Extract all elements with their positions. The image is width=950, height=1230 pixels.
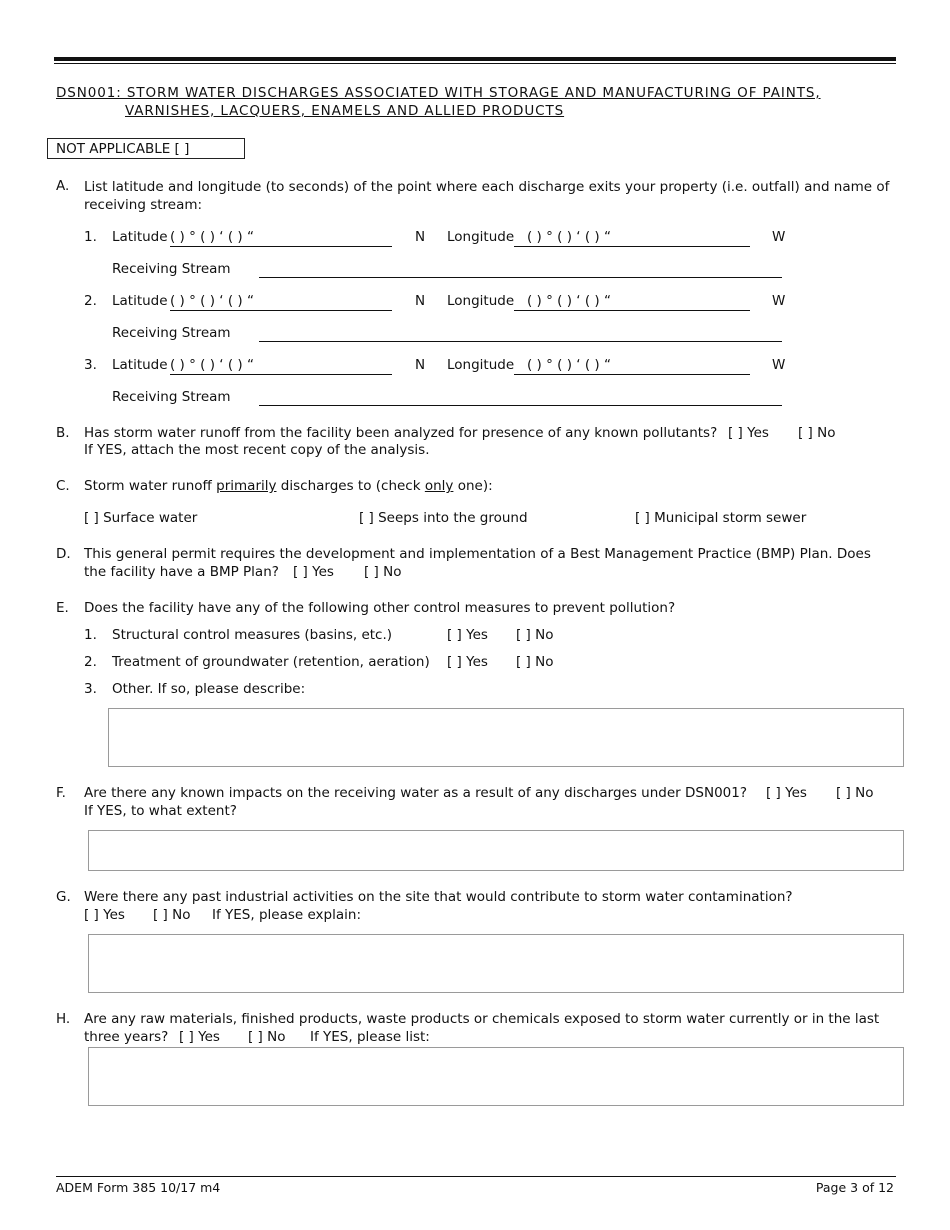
page-number: Page 3 of 12	[815, 1180, 894, 1195]
section-h-textbox[interactable]	[88, 1047, 904, 1106]
section-b-no-checkbox[interactable]: [ ] No	[798, 425, 836, 441]
section-h-note: If YES, please list:	[310, 1029, 430, 1045]
longitude-label: Longitude	[447, 357, 515, 373]
section-g-textbox[interactable]	[88, 934, 904, 993]
title-line-1: DSN001: STORM WATER DISCHARGES ASSOCIATED WITH STORAGE AND MANUFACTURING OF PAINTS,	[56, 85, 821, 101]
section-h-label: H.	[56, 1011, 71, 1027]
control-measure-number: 1.	[84, 627, 97, 643]
section-b-yes-checkbox[interactable]: [ ] Yes	[728, 425, 769, 441]
section-f-yes-checkbox[interactable]: [ ] Yes	[766, 785, 807, 801]
latitude-label: Latitude	[112, 229, 168, 245]
latitude-direction: N	[415, 229, 426, 245]
latitude-label: Latitude	[112, 293, 168, 309]
section-f-question: Are there any known impacts on the receiving water as a result of any discharges under DSN001?	[84, 785, 748, 801]
latitude-underline	[170, 246, 392, 247]
latitude-field[interactable]: ( ) ° ( ) ‘ ( ) “	[170, 293, 254, 309]
longitude-underline	[514, 374, 750, 375]
latitude-direction: N	[415, 293, 426, 309]
section-d-no-checkbox[interactable]: [ ] No	[364, 564, 402, 580]
latitude-label: Latitude	[112, 357, 168, 373]
longitude-label: Longitude	[447, 293, 515, 309]
section-b-note: If YES, attach the most recent copy of the analysis.	[84, 442, 430, 458]
title-line-2: VARNISHES, LACQUERS, ENAMELS AND ALLIED PRODUCTS	[125, 103, 565, 119]
section-b-label: B.	[56, 425, 70, 441]
receiving-stream-input[interactable]	[259, 277, 782, 278]
section-c-label: C.	[56, 478, 70, 494]
longitude-field[interactable]: ( ) ° ( ) ‘ ( ) “	[527, 229, 611, 245]
longitude-underline	[514, 310, 750, 311]
other-measures-label: Other. If so, please describe:	[112, 681, 306, 697]
receiving-stream-input[interactable]	[259, 341, 782, 342]
structural-control-label: Structural control measures (basins, etc.)	[112, 627, 393, 643]
section-d-question-2: the facility have a BMP Plan?	[84, 564, 279, 580]
section-f-no-checkbox[interactable]: [ ] No	[836, 785, 874, 801]
longitude-field[interactable]: ( ) ° ( ) ‘ ( ) “	[527, 293, 611, 309]
structural-control-no-checkbox[interactable]: [ ] No	[516, 627, 554, 643]
seeps-into-ground-checkbox[interactable]: [ ] Seeps into the ground	[359, 510, 528, 526]
not-applicable-checkbox[interactable]	[47, 138, 245, 159]
section-g-yes-checkbox[interactable]: [ ] Yes	[84, 907, 125, 923]
section-f-textbox[interactable]	[88, 830, 904, 871]
section-e-label: E.	[56, 600, 69, 616]
outfall-number: 3.	[84, 357, 97, 373]
form-id: ADEM Form 385 10/17 m4	[56, 1180, 221, 1195]
outfall-number: 2.	[84, 293, 97, 309]
latitude-direction: N	[415, 357, 426, 373]
section-c-question: Storm water runoff primarily discharges to (check only one):	[84, 478, 493, 494]
groundwater-treatment-label: Treatment of groundwater (retention, aeration)	[112, 654, 430, 670]
not-applicable-label: NOT APPLICABLE [ ]	[56, 141, 190, 157]
section-a-text: List latitude and longitude (to seconds) of the point where each discharge exits your property (i.e. outfall) and name of receiving stream:	[84, 179, 890, 213]
structural-control-yes-checkbox[interactable]: [ ] Yes	[447, 627, 488, 643]
section-d-label: D.	[56, 546, 71, 562]
footer-rule	[56, 1176, 896, 1177]
header-thin-rule	[54, 63, 896, 64]
latitude-underline	[170, 310, 392, 311]
municipal-storm-sewer-checkbox[interactable]: [ ] Municipal storm sewer	[635, 510, 807, 526]
section-h-no-checkbox[interactable]: [ ] No	[248, 1029, 286, 1045]
receiving-stream-input[interactable]	[259, 405, 782, 406]
other-measures-textbox[interactable]	[108, 708, 904, 767]
longitude-underline	[514, 246, 750, 247]
control-measure-number: 2.	[84, 654, 97, 670]
latitude-field[interactable]: ( ) ° ( ) ‘ ( ) “	[170, 357, 254, 373]
section-a-label: A.	[56, 178, 70, 194]
section-h-question-2: three years?	[84, 1029, 169, 1045]
outfall-number: 1.	[84, 229, 97, 245]
latitude-field[interactable]: ( ) ° ( ) ‘ ( ) “	[170, 229, 254, 245]
groundwater-treatment-yes-checkbox[interactable]: [ ] Yes	[447, 654, 488, 670]
latitude-underline	[170, 374, 392, 375]
section-g-note: If YES, please explain:	[212, 907, 361, 923]
receiving-stream-label: Receiving Stream	[112, 325, 231, 341]
longitude-direction: W	[772, 357, 786, 373]
section-f-label: F.	[56, 785, 66, 801]
section-h-question: Are any raw materials, finished products, waste products or chemicals exposed to storm water currently or in the last	[84, 1011, 880, 1027]
receiving-stream-label: Receiving Stream	[112, 389, 231, 405]
section-d-question: This general permit requires the development and implementation of a Best Management Practice (BMP) Plan. Does	[84, 546, 871, 562]
section-g-no-checkbox[interactable]: [ ] No	[153, 907, 191, 923]
surface-water-checkbox[interactable]: [ ] Surface water	[84, 510, 198, 526]
section-g-question: Were there any past industrial activities on the site that would contribute to storm water contamination?	[84, 889, 793, 905]
section-h-yes-checkbox[interactable]: [ ] Yes	[179, 1029, 220, 1045]
longitude-direction: W	[772, 229, 786, 245]
header-thick-rule	[54, 57, 896, 61]
section-d-yes-checkbox[interactable]: [ ] Yes	[293, 564, 334, 580]
section-g-label: G.	[56, 889, 71, 905]
section-e-question: Does the facility have any of the following other control measures to prevent pollution?	[84, 600, 676, 616]
control-measure-number: 3.	[84, 681, 97, 697]
page-title	[56, 84, 896, 120]
receiving-stream-label: Receiving Stream	[112, 261, 231, 277]
section-b-question: Has storm water runoff from the facility been analyzed for presence of any known pollutants?	[84, 425, 718, 441]
section-f-note: If YES, to what extent?	[84, 803, 237, 819]
longitude-direction: W	[772, 293, 786, 309]
longitude-field[interactable]: ( ) ° ( ) ‘ ( ) “	[527, 357, 611, 373]
longitude-label: Longitude	[447, 229, 515, 245]
groundwater-treatment-no-checkbox[interactable]: [ ] No	[516, 654, 554, 670]
